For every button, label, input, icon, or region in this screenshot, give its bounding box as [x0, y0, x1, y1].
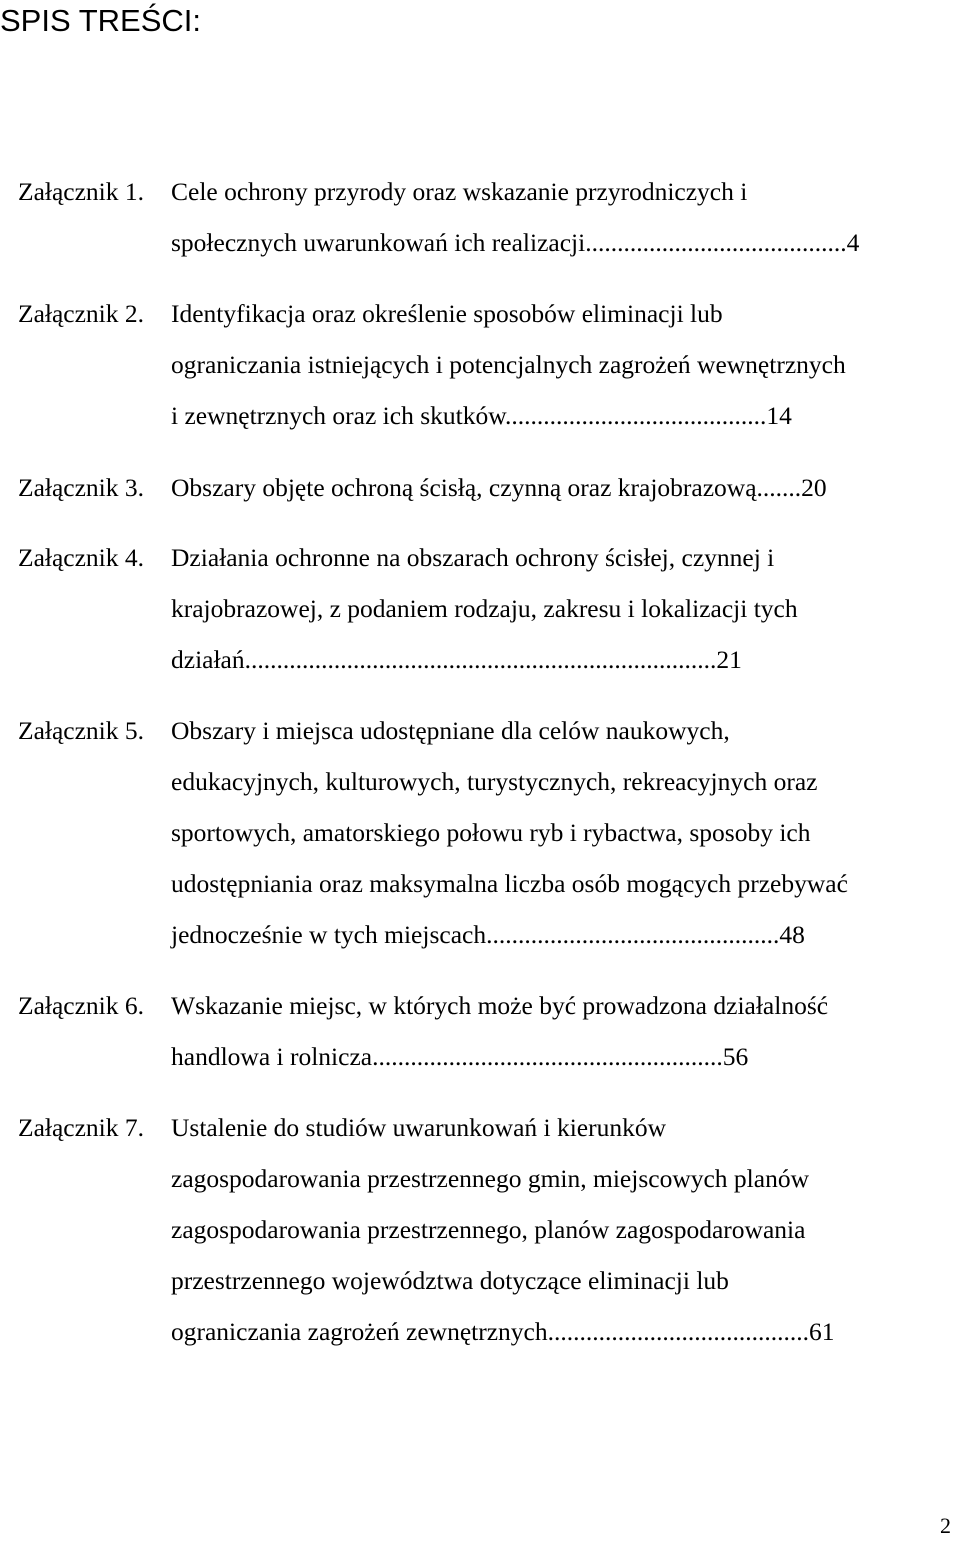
- toc-entry-text-line: Cele ochrony przyrody oraz wskazanie przyrodniczych i: [171, 177, 748, 206]
- page-title: SPIS TREŚCI:: [0, 3, 201, 38]
- toc-entry-text-line: przestrzennego województwa dotyczące eliminacji lub: [171, 1266, 729, 1295]
- toc-entry-label: Załącznik 2.: [18, 299, 145, 328]
- toc-entry-label: Załącznik 5.: [18, 716, 145, 745]
- toc-entry-text-line: Obszary objęte ochroną ścisłą, czynną oraz krajobrazową.......20: [171, 473, 827, 502]
- toc-entry-text-line: krajobrazowej, z podaniem rodzaju, zakresu i lokalizacji tych: [171, 594, 798, 623]
- toc-entry-text-line: Obszary i miejsca udostępniane dla celów naukowych,: [171, 716, 730, 745]
- toc-entry-text-line: działań..........................................................................21: [171, 645, 742, 674]
- page-number: 2: [940, 1513, 951, 1538]
- toc-entry-label: Załącznik 1.: [18, 177, 145, 206]
- toc-entry-text-line: ograniczania zagrożeń zewnętrznych.........................................61: [171, 1317, 835, 1346]
- toc-entry-label: Załącznik 4.: [18, 543, 145, 572]
- toc-entry-text-line: sportowych, amatorskiego połowu ryb i rybactwa, sposoby ich: [171, 818, 811, 847]
- toc-entry-text-line: społecznych uwarunkowań ich realizacji.........................................4: [171, 228, 860, 257]
- toc-entry-text-line: edukacyjnych, kulturowych, turystycznych, rekreacyjnych oraz: [171, 767, 818, 796]
- toc-entry-text-line: Wskazanie miejsc, w których może być prowadzona działalność: [171, 991, 829, 1020]
- toc-entry-text-line: i zewnętrznych oraz ich skutków.........................................14: [171, 401, 792, 430]
- toc-entry-text-line: Ustalenie do studiów uwarunkowań i kierunków: [171, 1113, 667, 1142]
- toc-entry-text-line: Działania ochronne na obszarach ochrony ścisłej, czynnej i: [171, 543, 775, 572]
- toc-entry-text-line: handlowa i rolnicza.......................................................56: [171, 1042, 749, 1071]
- toc-entry-text-line: zagospodarowania przestrzennego, planów zagospodarowania: [171, 1215, 806, 1244]
- toc-entry-text-line: Identyfikacja oraz określenie sposobów eliminacji lub: [171, 299, 723, 328]
- toc-entry-label: Załącznik 6.: [18, 991, 145, 1020]
- toc-entry-label: Załącznik 7.: [18, 1113, 145, 1142]
- toc-entry-text-line: jednocześnie w tych miejscach..............................................48: [171, 920, 805, 949]
- toc-entry-text-line: udostępniania oraz maksymalna liczba osób mogących przebywać: [171, 869, 848, 898]
- toc-entry-text-line: zagospodarowania przestrzennego gmin, miejscowych planów: [171, 1164, 809, 1193]
- toc-entry-text-line: ograniczania istniejących i potencjalnych zagrożeń wewnętrznych: [171, 350, 846, 379]
- toc-entry-label: Załącznik 3.: [18, 473, 145, 502]
